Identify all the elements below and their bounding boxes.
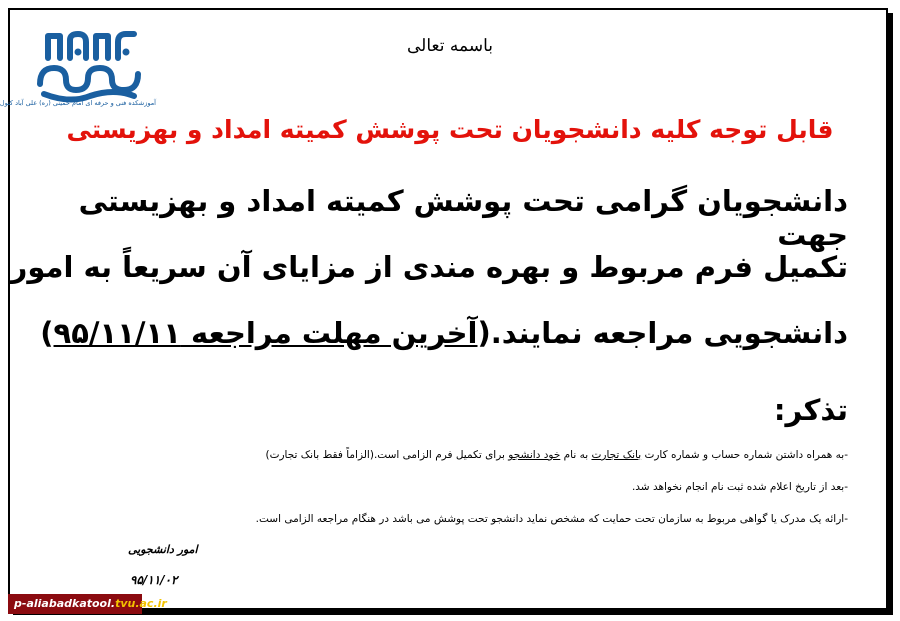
reminder-note-2: -بعد از تاریخ اعلام شده ثبت نام انجام نخواهد شد. <box>631 481 848 493</box>
notice-headline: قابل توجه کلیه دانشجویان تحت پوشش کمیته امداد و بهزیستی <box>66 115 834 144</box>
body-line-1: دانشجویان گرامی تحت پوشش کمیته امداد و بهزیستی جهت <box>78 184 848 252</box>
signature-date: ۹۵/۱۱/۰۲ <box>130 573 178 587</box>
note1-student: خود دانشجو <box>508 449 561 461</box>
reminder-title: تذکر: <box>773 393 848 427</box>
deadline-text: آخرین مهلت مراجعه ۹۵/۱۱/۱۱ <box>53 316 478 350</box>
logo-caption: آموزشکده فنی و حرفه ای امام خمینی (ره) علی آباد کتول <box>0 99 156 107</box>
body-line-3 <box>40 316 848 350</box>
watermark-domain: tvu.ac.ir <box>115 597 167 610</box>
signature-office: امور دانشجویی <box>128 543 198 556</box>
reminder-note-3: -ارائه یک مدرک یا گواهی مربوط به سازمان تحت حمایت که مشخص نماید دانشجو تحت پوشش می باشد در هنگام مراجعه الزامی است. <box>255 513 848 525</box>
invocation-text: باسمه تعالی <box>407 36 493 56</box>
body-line-3-start: دانشجویی مراجعه نمایند.( <box>477 316 848 350</box>
body-line-2: تکمیل فرم مربوط و بهره مندی از مزایای آن سریعاً به امور <box>10 250 848 284</box>
note1-bank: بانک تجارت <box>591 449 642 461</box>
reminder-note-1 <box>266 449 849 461</box>
watermark-prefix: p-aliabadkatool. <box>14 597 116 610</box>
note1-part-e: برای تکمیل فرم الزامی است.(الزاماً فقط بانک تجارت) <box>265 449 509 461</box>
site-watermark <box>8 594 167 614</box>
note1-part-c: به نام <box>560 449 592 461</box>
body-line-3-end: ) <box>40 316 54 350</box>
note1-part-a: -به همراه داشتن شماره حساب و شماره کارت <box>641 449 848 461</box>
